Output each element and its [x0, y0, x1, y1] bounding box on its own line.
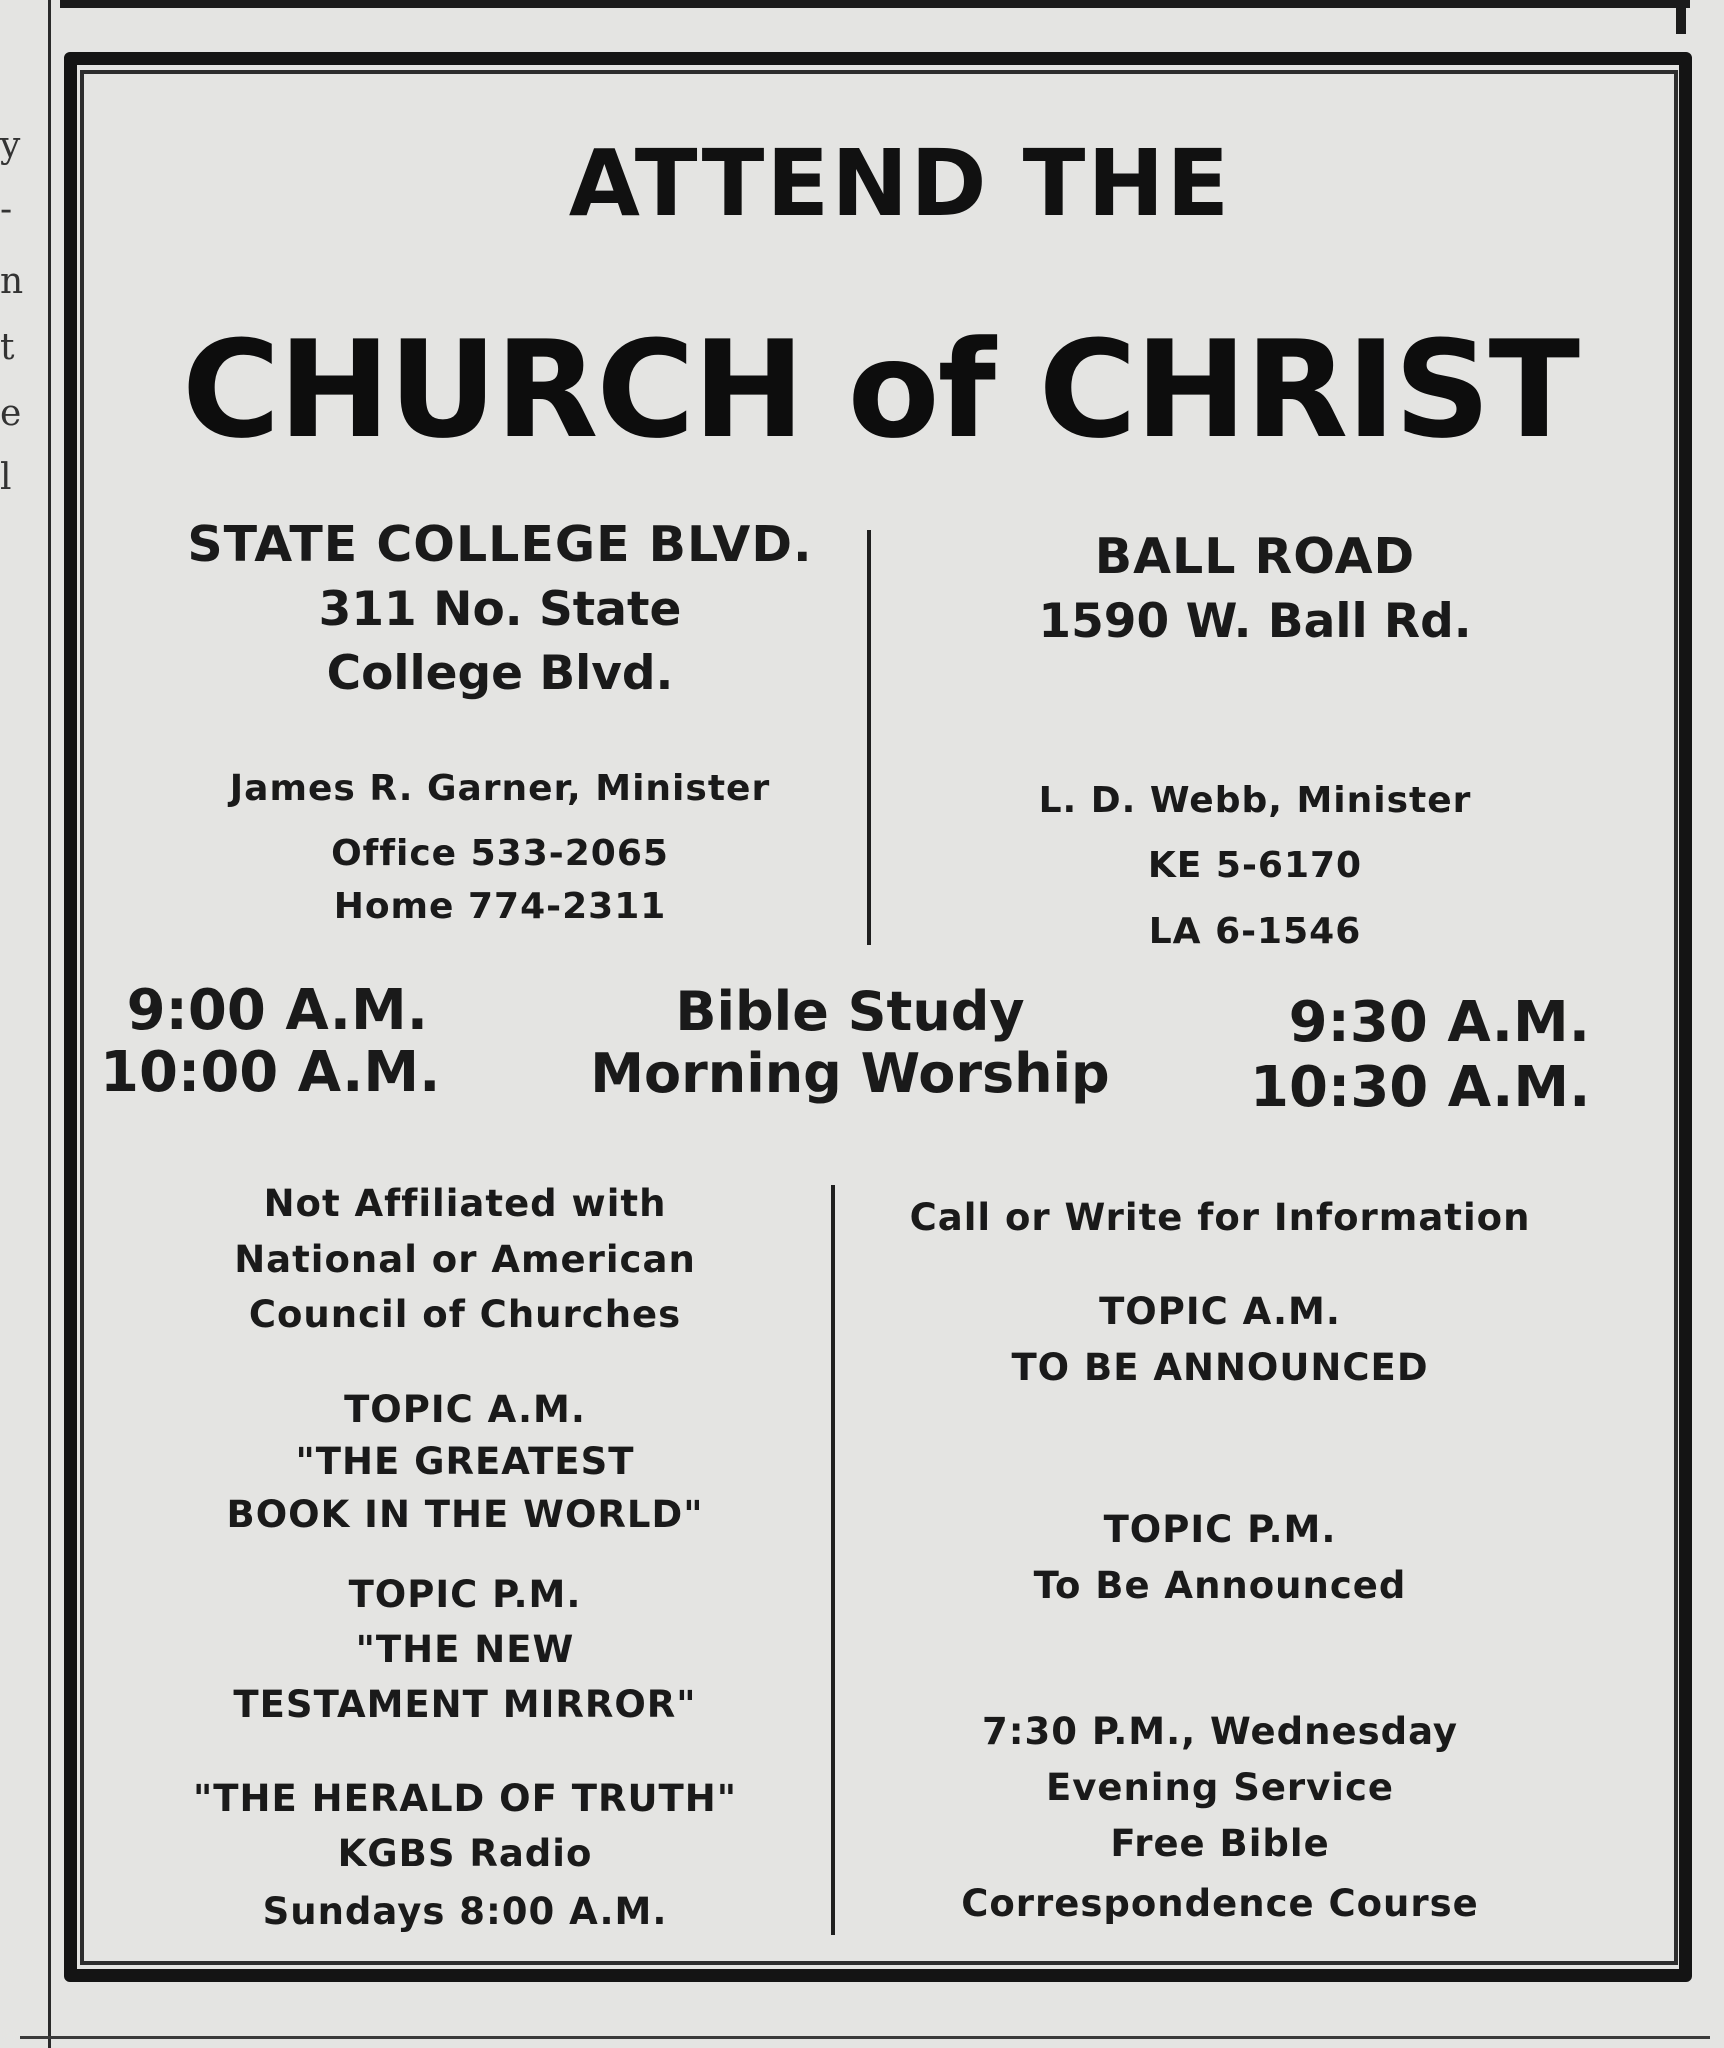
- service-bible-study: Bible Study: [675, 980, 1025, 1043]
- column-rule: [48, 0, 51, 2048]
- evening-service: Evening Service: [1045, 1766, 1395, 1809]
- left-topic-am-title-1: "THE GREATEST: [295, 1440, 635, 1483]
- left-minister: James R. Garner, Minister: [229, 768, 771, 809]
- margin-fragment: t: [0, 327, 15, 368]
- margin-fragment: n: [0, 261, 24, 302]
- top-rule-corner: [1676, 0, 1686, 34]
- left-topic-pm-label: TOPIC P.M.: [348, 1573, 582, 1616]
- left-time-worship: 10:00 A.M.: [100, 1040, 441, 1105]
- headline-attend: ATTEND THE: [568, 130, 1232, 237]
- bottom-rule: [20, 2036, 1710, 2039]
- free-bible: Free Bible: [1110, 1822, 1330, 1865]
- radio-program: "THE HERALD OF TRUTH": [192, 1777, 738, 1820]
- right-time-worship: 10:30 A.M.: [1250, 1055, 1591, 1120]
- margin-fragment: y: [0, 125, 21, 166]
- radio-time: Sundays 8:00 A.M.: [262, 1890, 668, 1933]
- lower-divider: [831, 1185, 835, 1935]
- left-office-phone: Office 533-2065: [331, 833, 669, 874]
- margin-fragment: l: [0, 457, 12, 498]
- left-topic-pm-title-1: "THE NEW: [355, 1628, 575, 1671]
- radio-station: KGBS Radio: [337, 1832, 593, 1875]
- left-topic-am-title-2: BOOK IN THE WORLD": [226, 1493, 704, 1536]
- left-address-line2: College Blvd.: [326, 646, 674, 701]
- right-church-name: BALL ROAD: [1094, 528, 1416, 585]
- top-rule: [60, 0, 1690, 8]
- right-topic-pm-label: TOPIC P.M.: [1103, 1508, 1337, 1551]
- margin-fragment: -: [0, 189, 13, 230]
- left-church-name: STATE COLLEGE BLVD.: [187, 516, 813, 573]
- left-topic-pm-title-2: TESTAMENT MIRROR": [233, 1683, 697, 1726]
- affiliation-line-1: Not Affiliated with: [263, 1182, 667, 1225]
- margin-fragment: e: [0, 393, 22, 434]
- service-morning-worship: Morning Worship: [590, 1042, 1110, 1105]
- affiliation-line-2: National or American: [234, 1238, 696, 1281]
- left-topic-am-label: TOPIC A.M.: [344, 1388, 586, 1431]
- left-home-phone: Home 774-2311: [333, 886, 667, 927]
- right-minister: L. D. Webb, Minister: [1038, 780, 1472, 821]
- call-for-information: Call or Write for Information: [909, 1196, 1531, 1239]
- correspondence-course: Correspondence Course: [961, 1882, 1479, 1925]
- right-time-bible-study: 9:30 A.M.: [1288, 990, 1590, 1055]
- left-address-line1: 311 No. State: [318, 582, 682, 637]
- right-phone-1: KE 5-6170: [1147, 845, 1363, 886]
- right-topic-am-title: TO BE ANNOUNCED: [1011, 1346, 1429, 1389]
- left-time-bible-study: 9:00 A.M.: [126, 978, 428, 1043]
- wednesday-time: 7:30 P.M., Wednesday: [981, 1710, 1459, 1753]
- right-address: 1590 W. Ball Rd.: [1038, 594, 1472, 649]
- affiliation-line-3: Council of Churches: [248, 1293, 682, 1336]
- right-topic-pm-title: To Be Announced: [1033, 1564, 1407, 1607]
- headline-church: CHURCH of CHRIST: [181, 312, 1579, 468]
- upper-divider: [867, 530, 871, 945]
- right-topic-am-label: TOPIC A.M.: [1099, 1290, 1341, 1333]
- right-phone-2: LA 6-1546: [1148, 911, 1362, 952]
